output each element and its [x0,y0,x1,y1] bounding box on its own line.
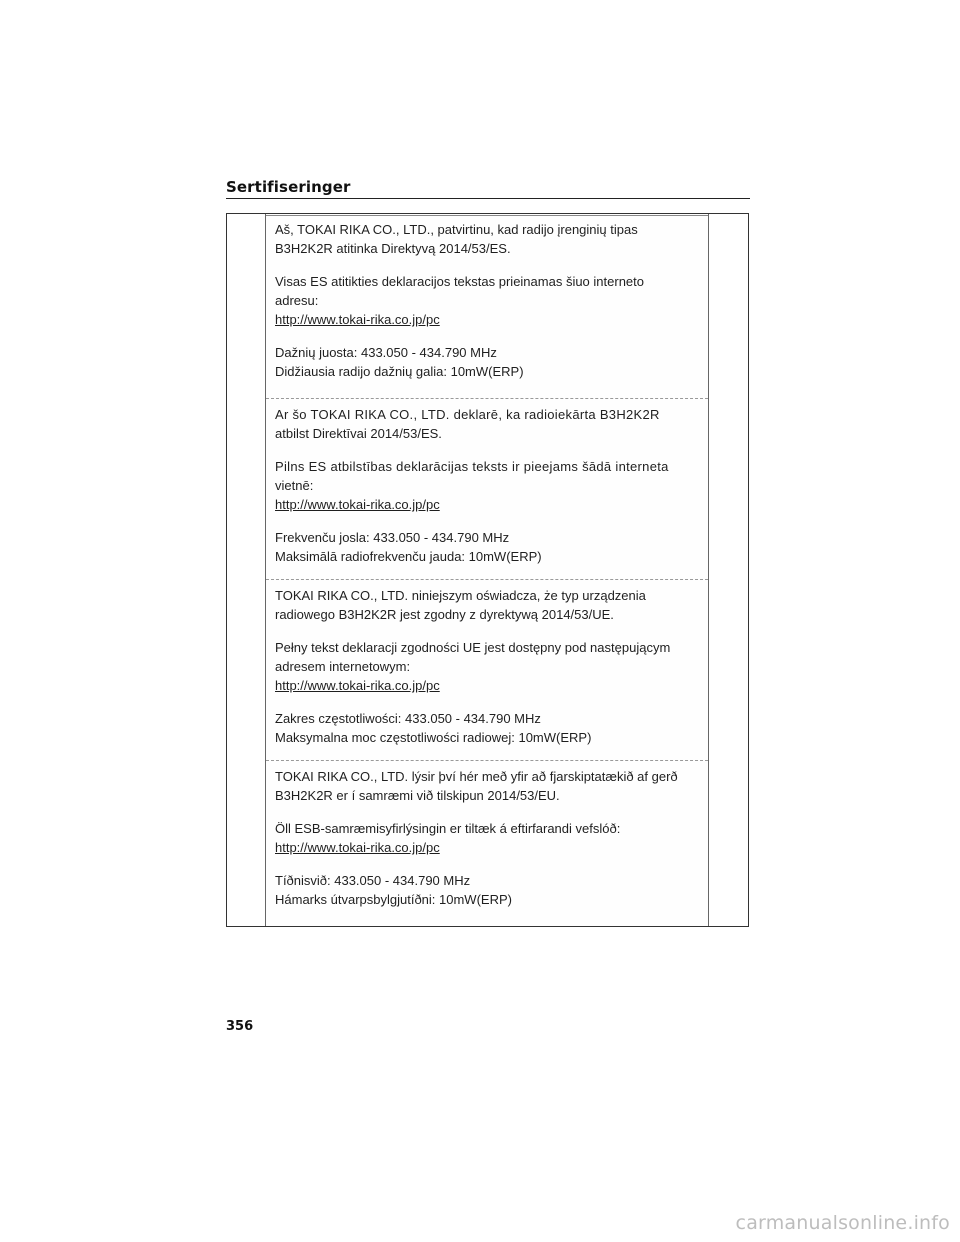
availability-line: Visas ES atitikties deklaracijos tekstas prieinamas šiuo interneto [275,274,644,289]
declaration-line: Aš, TOKAI RIKA CO., LTD., patvirtinu, kad radijo įrenginių tipas [275,222,638,237]
availability-line: vietnē: [275,478,314,493]
declaration-line: TOKAI RIKA CO., LTD. lýsir því hér með yfir að fjarskiptatækið af gerð [275,769,678,784]
section-title: Sertifiseringer [226,178,351,196]
availability-line: adresu: [275,293,319,308]
declaration-line: atbilst Direktīvai 2014/53/ES. [275,426,442,441]
declaration-block-latvian [266,398,708,566]
declaration-line: Ar šo TOKAI RIKA CO., LTD. deklarē, ka radioiekārta B3H2K2R [275,407,660,422]
watermark: carmanualsonline.info [735,1212,950,1234]
frequency-band-line: Dažnių juosta: 433.050 - 434.790 MHz [275,345,497,360]
declaration-line: radiowego B3H2K2R jest zgodny z dyrektywą 2014/53/UE. [275,607,614,622]
declaration-line: B3H2K2R er í samræmi við tilskipun 2014/53/EU. [275,788,560,803]
declaration-block-lithuanian [266,220,708,381]
availability-line: adresem internetowym: [275,659,411,674]
availability-line: Pełny tekst deklaracji zgodności UE jest dostępny pod następującym [275,640,671,655]
page-number: 356 [226,1019,254,1034]
max-power-line: Maksimālā radiofrekvenču jauda: 10mW(ERP) [275,549,542,564]
frequency-band-line: Frekvenču josla: 433.050 - 434.790 MHz [275,530,510,545]
sheet-top-rule [266,215,708,216]
title-rule [226,198,750,199]
declaration-line: TOKAI RIKA CO., LTD. niniejszym oświadcza, że typ urządzenia [275,588,646,603]
declaration-url-link[interactable]: http://www.tokai-rika.co.jp/pc [275,497,440,512]
max-power-line: Maksymalna moc częstotliwości radiowej: 10mW(ERP) [275,730,592,745]
declaration-url-link[interactable]: http://www.tokai-rika.co.jp/pc [275,312,440,327]
declaration-block-icelandic [266,760,708,909]
declaration-url-link[interactable]: http://www.tokai-rika.co.jp/pc [275,840,440,855]
declaration-url-link[interactable]: http://www.tokai-rika.co.jp/pc [275,678,440,693]
max-power-line: Didžiausia radijo dažnių galia: 10mW(ERP) [275,364,524,379]
availability-line: Öll ESB-samræmisyfirlýsingin er tiltæk á eftirfarandi vefslóð: [275,821,621,836]
scanned-declaration-sheet [265,214,709,926]
declaration-line: B3H2K2R atitinka Direktyvą 2014/53/ES. [275,241,511,256]
declaration-block-polish [266,579,708,747]
frequency-band-line: Tíðnisvið: 433.050 - 434.790 MHz [275,873,471,888]
frequency-band-line: Zakres częstotliwości: 433.050 - 434.790 MHz [275,711,541,726]
max-power-line: Hámarks útvarpsbylgjutíðni: 10mW(ERP) [275,892,512,907]
availability-line: Pilns ES atbilstības deklarācijas teksts ir pieejams šādā interneta [275,459,669,474]
